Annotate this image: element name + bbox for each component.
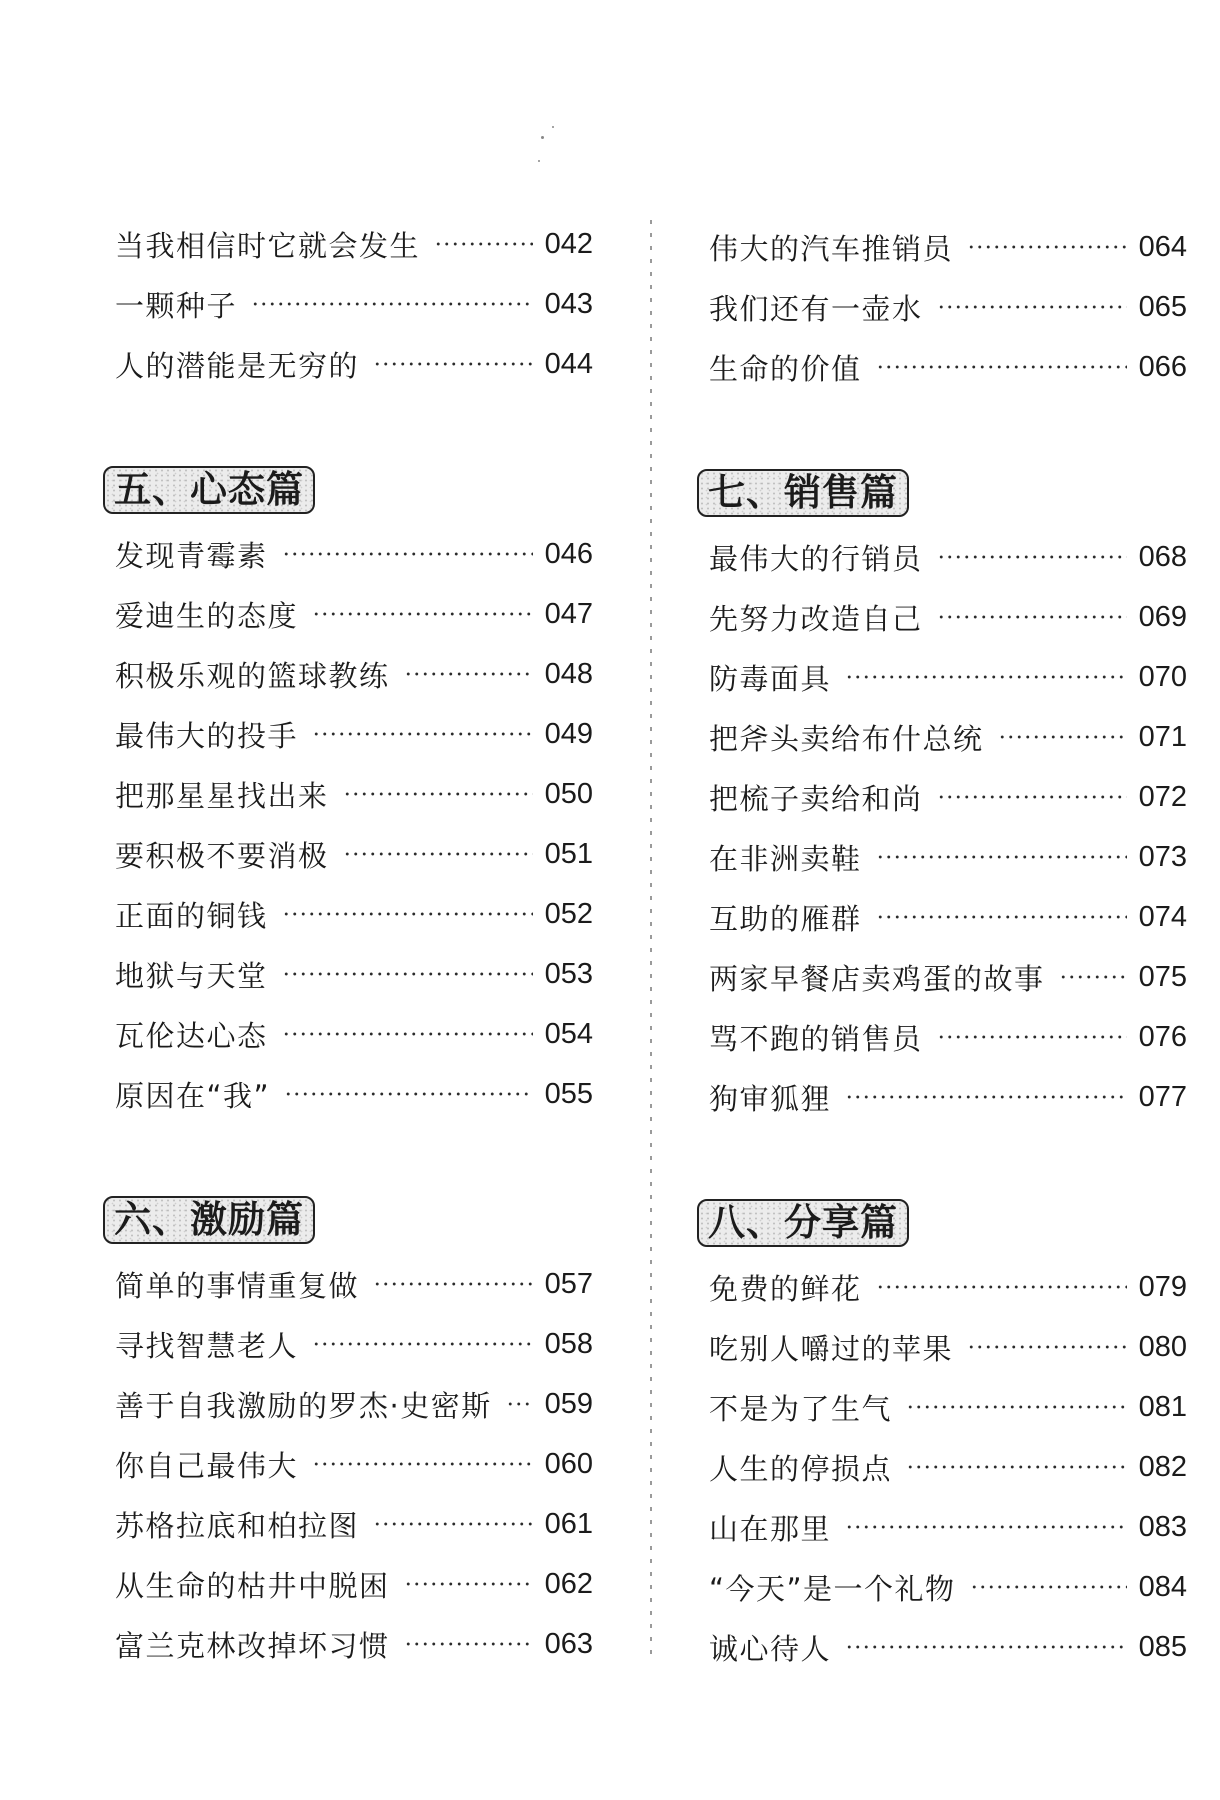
toc-left-column xyxy=(115,214,593,1674)
toc-entry xyxy=(709,1257,1187,1317)
page-number: 083 xyxy=(1138,1510,1187,1543)
page-number: 084 xyxy=(1138,1570,1187,1603)
page-number: 068 xyxy=(1138,540,1187,573)
section-heading xyxy=(709,469,1187,517)
toc-entry xyxy=(115,1254,593,1314)
page-number: 060 xyxy=(544,1447,593,1480)
toc-entry xyxy=(115,1614,593,1674)
page-number: 065 xyxy=(1138,290,1187,323)
toc-entry xyxy=(709,947,1187,1007)
dot-leader xyxy=(284,1092,533,1096)
page-number: 063 xyxy=(544,1627,593,1660)
entry-title: 免费的鲜花 xyxy=(709,1271,862,1306)
dot-leader xyxy=(343,852,533,856)
entry-title: 互助的雁群 xyxy=(709,901,862,936)
entry-title: 爱迪生的态度 xyxy=(115,598,299,633)
dot-leader xyxy=(373,1282,533,1286)
entry-title: 正面的铜钱 xyxy=(115,898,268,933)
entry-title: 防毒面具 xyxy=(709,661,832,696)
dot-leader xyxy=(937,1035,1127,1039)
dot-leader xyxy=(1059,975,1127,979)
entry-title: 把斧头卖给布什总统 xyxy=(709,721,984,756)
page-number: 055 xyxy=(544,1077,593,1110)
dot-leader xyxy=(876,365,1127,369)
dot-leader xyxy=(373,1522,533,1526)
page-number: 043 xyxy=(544,287,593,320)
page-number: 077 xyxy=(1138,1080,1187,1113)
entry-title: 原因在“我” xyxy=(115,1078,271,1113)
dot-leader xyxy=(404,1642,533,1646)
section-heading-label: 五、心态篇 xyxy=(103,466,315,514)
dot-leader xyxy=(312,612,533,616)
page-number: 044 xyxy=(544,347,593,380)
entry-title: 当我相信时它就会发生 xyxy=(115,228,421,263)
toc-entry xyxy=(115,884,593,944)
dot-leader xyxy=(404,672,533,676)
page-number: 058 xyxy=(544,1327,593,1360)
scan-speck xyxy=(541,136,544,139)
page-number: 054 xyxy=(544,1017,593,1050)
dot-leader xyxy=(845,1525,1127,1529)
toc-entry xyxy=(709,277,1187,337)
toc-entry xyxy=(115,1494,593,1554)
toc-right-column xyxy=(709,217,1187,1677)
page-number: 059 xyxy=(544,1387,593,1420)
section-heading xyxy=(115,466,593,514)
page-number: 048 xyxy=(544,657,593,690)
entry-title: 积极乐观的篮球教练 xyxy=(115,658,390,693)
entry-title: “今天”是一个礼物 xyxy=(709,1571,956,1606)
toc-entry xyxy=(115,214,593,274)
page-number: 049 xyxy=(544,717,593,750)
page-number: 051 xyxy=(544,837,593,870)
dot-leader xyxy=(967,245,1127,249)
dot-leader xyxy=(906,1405,1127,1409)
page-number: 075 xyxy=(1138,960,1187,993)
entry-title: 一颗种子 xyxy=(115,288,238,323)
entry-title: 善于自我激励的罗杰·史密斯 xyxy=(115,1388,492,1423)
dot-leader xyxy=(967,1345,1127,1349)
toc-entry xyxy=(115,1434,593,1494)
toc-entry xyxy=(709,587,1187,647)
page-number: 052 xyxy=(544,897,593,930)
entry-title: 最伟大的投手 xyxy=(115,718,299,753)
toc-entry xyxy=(709,1377,1187,1437)
toc-entry xyxy=(115,764,593,824)
toc-entry xyxy=(115,274,593,334)
entry-title: 发现青霉素 xyxy=(115,538,268,573)
toc-entry xyxy=(709,337,1187,397)
page-number: 074 xyxy=(1138,900,1187,933)
dot-leader xyxy=(937,555,1127,559)
entry-title: 寻找智慧老人 xyxy=(115,1328,299,1363)
page-number: 081 xyxy=(1138,1390,1187,1423)
toc-entry xyxy=(709,707,1187,767)
toc-entry xyxy=(709,647,1187,707)
entry-title: 我们还有一壶水 xyxy=(709,291,923,326)
dot-leader xyxy=(998,735,1127,739)
page-number: 080 xyxy=(1138,1330,1187,1363)
dot-leader xyxy=(282,912,533,916)
entry-title: 瓦伦达心态 xyxy=(115,1018,268,1053)
page-number: 064 xyxy=(1138,230,1187,263)
entry-title: 人的潜能是无穷的 xyxy=(115,348,360,383)
entry-title: 人生的停损点 xyxy=(709,1451,893,1486)
dot-leader xyxy=(282,1032,533,1036)
toc-entry xyxy=(115,824,593,884)
page-number: 050 xyxy=(544,777,593,810)
entry-title: 要积极不要消极 xyxy=(115,838,329,873)
dot-leader xyxy=(506,1402,533,1406)
entry-title: 地狱与天堂 xyxy=(115,958,268,993)
dot-leader xyxy=(373,362,533,366)
entry-title: 苏格拉底和柏拉图 xyxy=(115,1508,360,1543)
section-heading xyxy=(115,1196,593,1244)
page-number: 053 xyxy=(544,957,593,990)
entry-title: 骂不跑的销售员 xyxy=(709,1021,923,1056)
toc-entry xyxy=(709,1497,1187,1557)
toc-entry xyxy=(115,334,593,394)
toc-entry xyxy=(115,1004,593,1064)
toc-entry xyxy=(115,1554,593,1614)
dot-leader xyxy=(404,1582,533,1586)
toc-entry xyxy=(709,887,1187,947)
entry-title: 简单的事情重复做 xyxy=(115,1268,360,1303)
page-number: 061 xyxy=(544,1507,593,1540)
dot-leader xyxy=(937,795,1127,799)
entry-title: 最伟大的行销员 xyxy=(709,541,923,576)
page-number: 085 xyxy=(1138,1630,1187,1663)
dot-leader xyxy=(845,1645,1127,1649)
page-number: 042 xyxy=(544,227,593,260)
dot-leader xyxy=(434,242,533,246)
page-number: 082 xyxy=(1138,1450,1187,1483)
entry-title: 山在那里 xyxy=(709,1511,832,1546)
dot-leader xyxy=(251,302,533,306)
dot-leader xyxy=(312,732,533,736)
dot-leader xyxy=(876,1285,1127,1289)
page-number: 071 xyxy=(1138,720,1187,753)
toc-entry xyxy=(115,1314,593,1374)
page-number: 073 xyxy=(1138,840,1187,873)
entry-title: 在非洲卖鞋 xyxy=(709,841,862,876)
section-heading xyxy=(709,1199,1187,1247)
entry-title: 诚心待人 xyxy=(709,1631,832,1666)
toc-entry xyxy=(115,704,593,764)
page-number: 070 xyxy=(1138,660,1187,693)
toc-entry xyxy=(115,584,593,644)
toc-entry xyxy=(709,1557,1187,1617)
dot-leader xyxy=(876,855,1127,859)
dot-leader xyxy=(906,1465,1127,1469)
entry-title: 富兰克林改掉坏习惯 xyxy=(115,1628,390,1663)
section-heading-label: 七、销售篇 xyxy=(697,469,909,517)
page-number: 066 xyxy=(1138,350,1187,383)
page-number: 062 xyxy=(544,1567,593,1600)
page-number: 069 xyxy=(1138,600,1187,633)
section-heading-label: 六、激励篇 xyxy=(103,1196,315,1244)
dot-leader xyxy=(343,792,533,796)
dot-leader xyxy=(845,1095,1127,1099)
page-number: 057 xyxy=(544,1267,593,1300)
toc-entry xyxy=(115,1374,593,1434)
dot-leader xyxy=(282,552,533,556)
entry-title: 先努力改造自己 xyxy=(709,601,923,636)
toc-entry xyxy=(115,1064,593,1124)
toc-entry xyxy=(709,1437,1187,1497)
page-number: 047 xyxy=(544,597,593,630)
toc-entry xyxy=(709,217,1187,277)
scan-speck xyxy=(538,160,540,162)
entry-title: 把那星星找出来 xyxy=(115,778,329,813)
toc-entry xyxy=(709,1317,1187,1377)
toc-entry xyxy=(115,644,593,704)
entry-title: 伟大的汽车推销员 xyxy=(709,231,954,266)
dot-leader xyxy=(845,675,1127,679)
dot-leader xyxy=(876,915,1127,919)
dot-leader xyxy=(282,972,533,976)
dot-leader xyxy=(937,615,1127,619)
page-number: 076 xyxy=(1138,1020,1187,1053)
toc-entry xyxy=(709,767,1187,827)
toc-entry xyxy=(709,827,1187,887)
page-number: 072 xyxy=(1138,780,1187,813)
entry-title: 你自己最伟大 xyxy=(115,1448,299,1483)
entry-title: 把梳子卖给和尚 xyxy=(709,781,923,816)
page-number: 079 xyxy=(1138,1270,1187,1303)
toc-entry xyxy=(115,524,593,584)
entry-title: 不是为了生气 xyxy=(709,1391,893,1426)
toc-entry xyxy=(115,944,593,1004)
entry-title: 从生命的枯井中脱困 xyxy=(115,1568,390,1603)
dot-leader xyxy=(312,1342,533,1346)
toc-entry xyxy=(709,1617,1187,1677)
dot-leader xyxy=(937,305,1127,309)
dot-leader xyxy=(312,1462,533,1466)
entry-title: 吃别人嚼过的苹果 xyxy=(709,1331,954,1366)
entry-title: 狗审狐狸 xyxy=(709,1081,832,1116)
entry-title: 两家早餐店卖鸡蛋的故事 xyxy=(709,961,1045,996)
toc-entry xyxy=(709,1007,1187,1067)
toc-entry xyxy=(709,1067,1187,1127)
page-number: 046 xyxy=(544,537,593,570)
column-divider xyxy=(650,220,652,1660)
scan-speck xyxy=(552,126,554,128)
entry-title: 生命的价值 xyxy=(709,351,862,386)
section-heading-label: 八、分享篇 xyxy=(697,1199,909,1247)
dot-leader xyxy=(970,1585,1127,1589)
toc-entry xyxy=(709,527,1187,587)
